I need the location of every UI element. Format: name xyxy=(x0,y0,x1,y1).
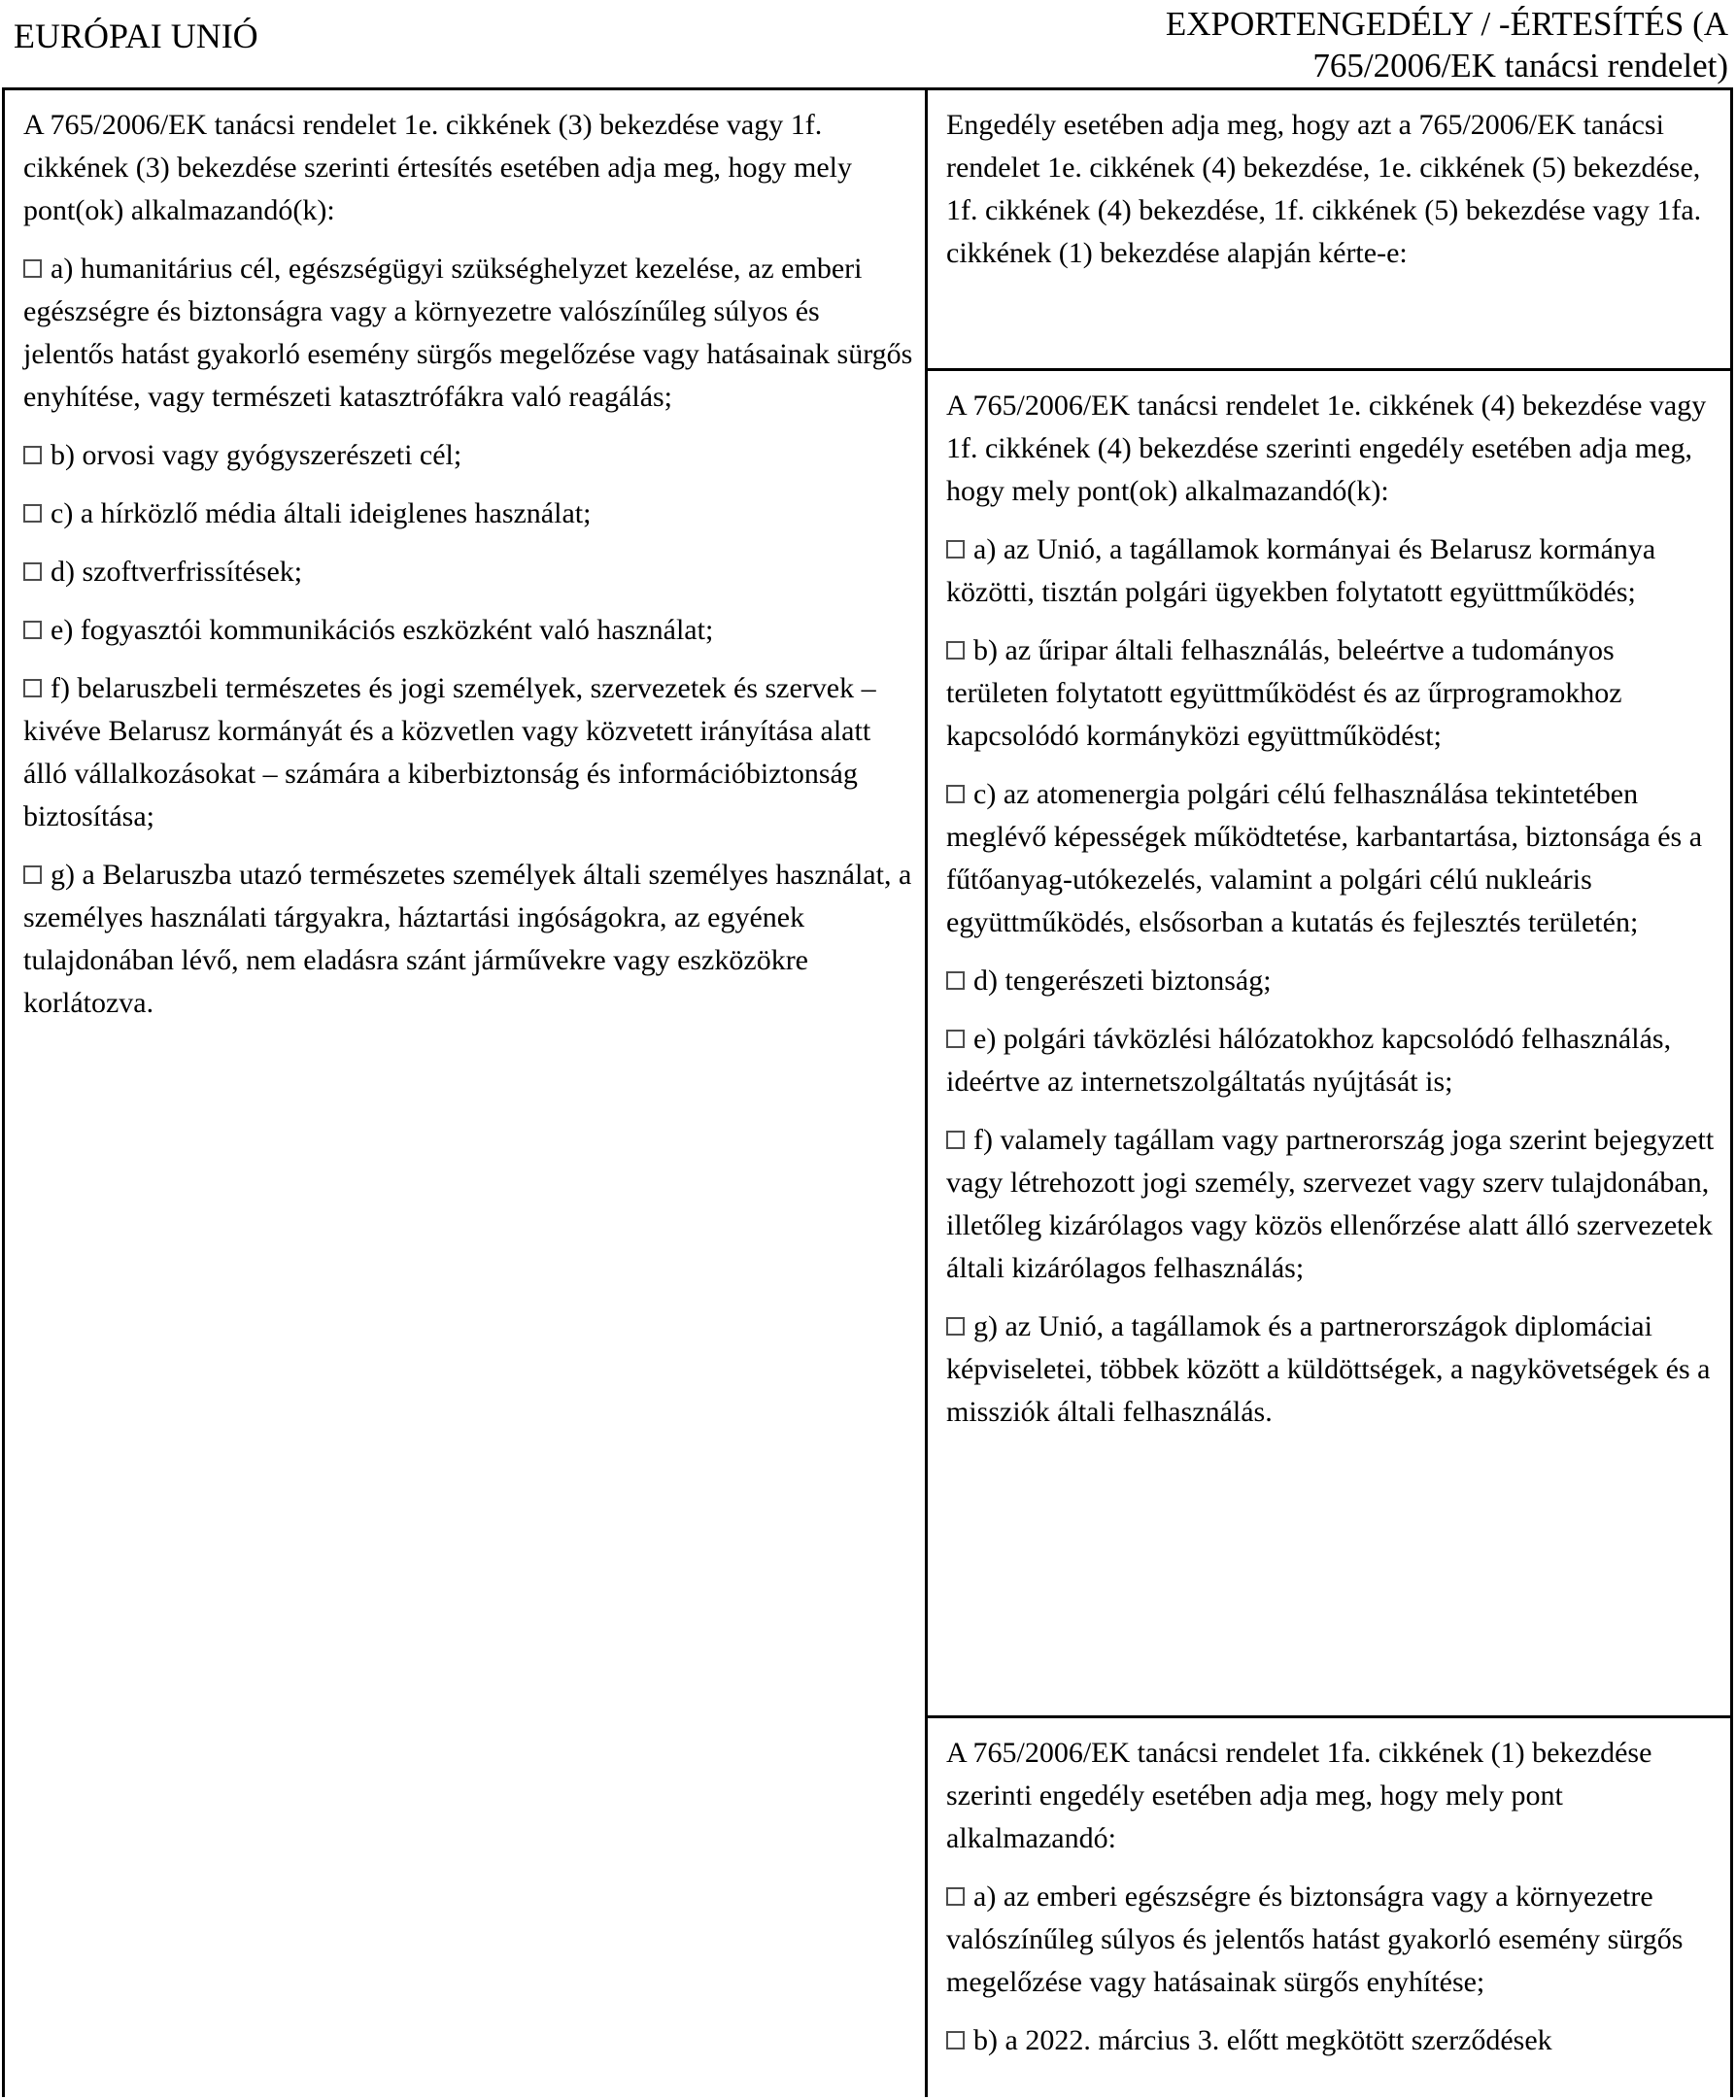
checkbox-icon[interactable] xyxy=(23,446,42,464)
option-row xyxy=(946,1876,1719,2004)
option-row xyxy=(23,609,913,652)
option-text: valamely tagállam vagy partnerország joga szerint bejegyzett vagy létrehozott jogi személy, szervezet vagy szerv tulajdonában, illetőleg kizárólagos vagy közös ellenőrzése alatt álló szervezetek általi kizárólagos felhasználás; xyxy=(946,1124,1715,1284)
option-row xyxy=(23,854,913,1025)
option-label: b) xyxy=(973,634,998,666)
eu-title: EURÓPAI UNIÓ xyxy=(14,17,258,55)
checkbox-icon[interactable] xyxy=(23,679,42,697)
article-1fa1-intro: A 765/2006/EK tanácsi rendelet 1fa. cikkének (1) bekezdése szerinti engedély esetében adja meg, hogy mely pont alkalmazandó: xyxy=(946,1737,1652,1854)
checkbox-icon[interactable] xyxy=(946,2031,965,2049)
checkbox-icon[interactable] xyxy=(946,785,965,803)
right-column xyxy=(928,90,1730,2097)
option-label: b) xyxy=(973,2024,998,2056)
checkbox-icon[interactable] xyxy=(23,621,42,639)
option-label: f) xyxy=(51,672,70,704)
article-1e4-intro: A 765/2006/EK tanácsi rendelet 1e. cikkének (4) bekezdése vagy 1f. cikkének (4) bekezdése szerinti engedély esetében adja meg, hogy mely pont(ok) alkalmazandó(k): xyxy=(946,390,1707,507)
option-row xyxy=(23,248,913,419)
option-row xyxy=(23,434,913,477)
option-row xyxy=(946,773,1719,944)
option-text: az Unió, a tagállamok és a partnerországok diplomáciai képviseletei, többek között a küldöttségek, a nagykövetségek és a missziók általi felhasználás. xyxy=(946,1310,1711,1428)
option-text: az Unió, a tagállamok kormányai és Belarusz kormánya közötti, tisztán polgári ügyekben folytatott együttműködés; xyxy=(946,533,1656,608)
option-row xyxy=(946,960,1719,1002)
option-text: az űripar általi felhasználás, beleértve a tudományos területen folytatott együttműködést és az űrprogramokhoz kapcsolódó kormányközi együttműködést; xyxy=(946,634,1622,752)
option-text: a 2022. március 3. előtt megkötött szerződések xyxy=(1004,2024,1552,2056)
option-label: c) xyxy=(973,778,997,810)
option-row xyxy=(946,1119,1719,1290)
authorisation-intro: Engedély esetében adja meg, hogy azt a 765/2006/EK tanácsi rendelet 1e. cikkének (4) bekezdése, 1e. cikkének (5) bekezdése, 1f. cikkének (4) bekezdése, 1f. cikkének (5) bekezdése vagy 1fa. cikkének (1) bekezdése alapján kérte-e: xyxy=(946,109,1702,269)
article-1e4-1f4-cell xyxy=(928,371,1730,1718)
option-row xyxy=(23,551,913,593)
authorisation-request-cell xyxy=(928,90,1730,371)
option-row xyxy=(946,629,1719,758)
checkbox-icon[interactable] xyxy=(23,562,42,581)
option-row xyxy=(946,1018,1719,1103)
option-text: szoftverfrissítések; xyxy=(82,556,303,588)
option-label: b) xyxy=(51,439,75,471)
option-text: a Belaruszba utazó természetes személyek általi személyes használat, a személyes használati tárgyakra, háztartási ingóságokra, az egyének tulajdonában lévő, nem eladásra szánt járművekre vagy eszközökre korlátozva. xyxy=(23,859,912,1019)
option-label: d) xyxy=(973,965,998,997)
option-label: g) xyxy=(51,859,75,891)
option-label: e) xyxy=(973,1023,997,1055)
option-row xyxy=(946,528,1719,614)
checkbox-icon[interactable] xyxy=(946,641,965,660)
checkbox-icon[interactable] xyxy=(946,540,965,559)
checkbox-icon[interactable] xyxy=(946,971,965,990)
checkbox-icon[interactable] xyxy=(946,1317,965,1336)
checkbox-icon[interactable] xyxy=(946,1131,965,1149)
option-text: belaruszbeli természetes és jogi személyek, szervezetek és szervek – kivéve Belarusz kormányát és a közvetlen vagy közvetett irányítása alatt álló vállalkozásokat – számára a kiberbiztonság és információbiztonság biztosítása; xyxy=(23,672,876,832)
option-text: humanitárius cél, egészségügyi szükséghelyzet kezelése, az emberi egészségre és biztonságra vagy a környezetre valószínűleg súlyos és jelentős hatást gyakorló esemény sürgős megelőzése vagy hatásainak sürgős enyhítése, vagy természeti katasztrófákra való reagálás; xyxy=(23,253,913,413)
option-text: polgári távközlési hálózatokhoz kapcsolódó felhasználás, ideértve az internetszolgáltatás nyújtását is; xyxy=(946,1023,1672,1098)
option-label: f) xyxy=(973,1124,993,1156)
option-row xyxy=(946,2019,1719,2062)
option-label: c) xyxy=(51,497,74,529)
page-header xyxy=(0,0,1736,87)
option-row xyxy=(946,1305,1719,1434)
option-label: e) xyxy=(51,614,74,646)
checkbox-icon[interactable] xyxy=(23,504,42,523)
option-label: g) xyxy=(973,1310,998,1342)
option-text: orvosi vagy gyógyszerészeti cél; xyxy=(82,439,462,471)
option-row xyxy=(23,667,913,838)
left-notification-cell xyxy=(5,90,928,2097)
option-label: a) xyxy=(973,1880,997,1913)
option-text: az atomenergia polgári célú felhasználása tekintetében meglévő képességek működtetése, karbantartása, biztonsága és a fűtőanyag-utókezelés, valamint a polgári célú nukleáris együttműködés, elsősorban a kutatás és fejlesztés területén; xyxy=(946,778,1703,938)
checkbox-icon[interactable] xyxy=(946,1030,965,1048)
option-text: a hírközlő média általi ideiglenes használat; xyxy=(80,497,592,529)
checkbox-icon[interactable] xyxy=(23,865,42,884)
option-text: tengerészeti biztonság; xyxy=(1004,965,1272,997)
form-table xyxy=(2,87,1733,2097)
notification-intro: A 765/2006/EK tanácsi rendelet 1e. cikkének (3) bekezdése vagy 1f. cikkének (3) bekezdése szerinti értesítés esetében adja meg, hogy mely pont(ok) alkalmazandó(k): xyxy=(23,109,852,226)
article-1fa1-cell xyxy=(928,1718,1730,2097)
option-label: a) xyxy=(973,533,997,565)
checkbox-icon[interactable] xyxy=(23,259,42,278)
option-label: d) xyxy=(51,556,75,588)
option-text: az emberi egészségre és biztonságra vagy a környezetre valószínűleg súlyos és jelentős hatást gyakorló esemény sürgős megelőzése vagy hatásainak sürgős enyhítése; xyxy=(946,1880,1684,1998)
option-row xyxy=(23,492,913,535)
option-text: fogyasztói kommunikációs eszközként való használat; xyxy=(80,614,714,646)
checkbox-icon[interactable] xyxy=(946,1887,965,1906)
option-label: a) xyxy=(51,253,74,285)
form-title: EXPORTENGEDÉLY / -ÉRTESÍTÉS (A 765/2006/EK tanácsi rendelet) xyxy=(1165,5,1728,85)
